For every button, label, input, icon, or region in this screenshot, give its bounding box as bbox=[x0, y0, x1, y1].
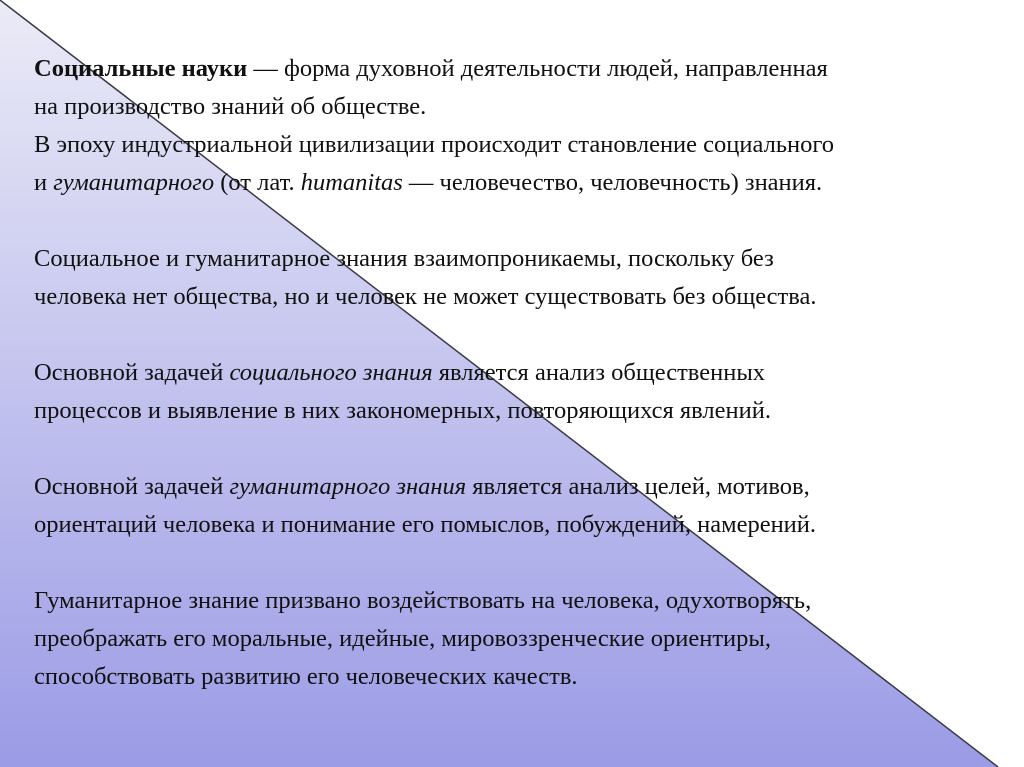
slide-text bbox=[34, 50, 994, 696]
term-humanitarian-knowledge: гуманитарного знания bbox=[229, 473, 467, 500]
text-line: Основной задачей социального знания является анализ общественных bbox=[34, 359, 766, 386]
paragraph-definition bbox=[34, 50, 994, 202]
text-line: процессов и выявление в них закономерных, повторяющихся явлений. bbox=[34, 397, 771, 424]
text-line: преображать его моральные, идейные, мировоззренческие ориентиры, bbox=[34, 625, 771, 652]
paragraph-humanitarian-purpose bbox=[34, 582, 994, 696]
paragraph-humanitarian-knowledge-task bbox=[34, 468, 994, 544]
text-line: В эпоху индустриальной цивилизации происходит становление социального bbox=[34, 131, 835, 158]
term-humanitarian: гуманитарного bbox=[53, 169, 215, 196]
text-line: человека нет общества, но и человек не может существовать без общества. bbox=[34, 283, 817, 310]
term-social-sciences: Социальные науки bbox=[34, 55, 248, 82]
text-line: Гуманитарное знание призвано воздействовать на человека, одухотворять, bbox=[34, 587, 812, 614]
paragraph-interpenetration bbox=[34, 240, 994, 316]
text-line: Социальные науки — форма духовной деятельности людей, направленная bbox=[34, 55, 828, 82]
text-line: Социальное и гуманитарное знания взаимопроникаемы, поскольку без bbox=[34, 245, 774, 272]
term-humanitas: humanitas bbox=[300, 169, 403, 196]
text-line: и гуманитарного (от лат. humanitas — человечество, человечность) знания. bbox=[34, 169, 823, 196]
paragraph-social-knowledge-task bbox=[34, 354, 994, 430]
text-line: ориентаций человека и понимание его помыслов, побуждений, намерений. bbox=[34, 511, 817, 538]
text-line: на производство знаний об обществе. bbox=[34, 93, 427, 120]
term-social-knowledge: социального знания bbox=[229, 359, 433, 386]
text-line: Основной задачей гуманитарного знания является анализ целей, мотивов, bbox=[34, 473, 810, 500]
text-line: способствовать развитию его человеческих качеств. bbox=[34, 663, 578, 690]
